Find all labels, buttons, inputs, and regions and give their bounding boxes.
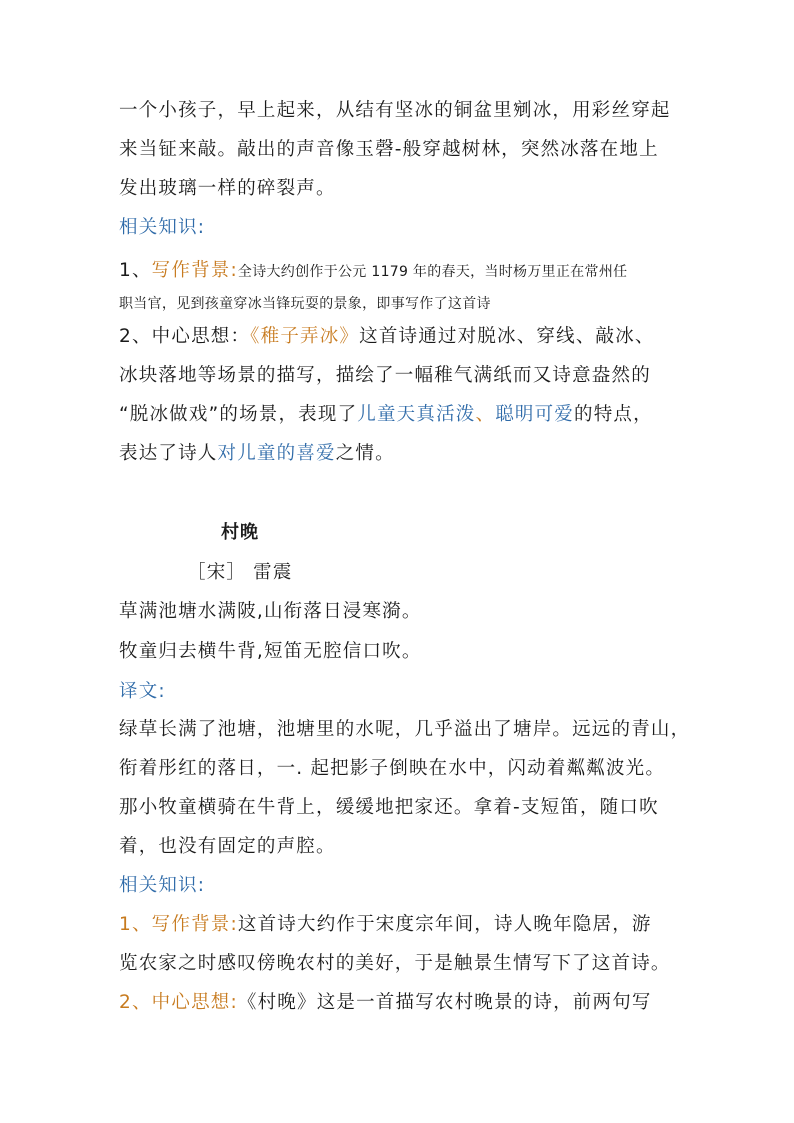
poem2-background-line-1 [119, 910, 652, 936]
poem2-translation-heading: 译文: [119, 681, 166, 702]
poem1-translation-line-2: 来当钲来敲。敲出的声音像玉磬-般穿越树林，突然冰落在地上 [119, 139, 659, 160]
poem2-translation-line-1: 绿草长满了池塘，池塘里的水呢，几乎溢出了塘岸。远远的青山， [119, 719, 691, 740]
poem2-title: 村晚 [221, 522, 259, 543]
poem1-theme-line-3 [119, 400, 653, 426]
poem2-translation-line-4: 着，也没有固定的声腔。 [119, 836, 336, 857]
poem1-translation-line-1: 一个小孩子，早上起来，从结有坚冰的铜盆里剜冰，用彩丝穿起 [119, 100, 671, 121]
poem2-background-label: 1、写作背景: [119, 914, 238, 935]
poem1-theme-line-2: 冰块落地等场景的描写，描绘了一幅稚气满纸而又诗意盎然的 [119, 365, 651, 386]
poem1-theme-highlight-2: 聪明可爱 [495, 404, 574, 425]
poem2-verse-line-1: 草满池塘水满陂,山衔落日浸寒漪。 [119, 601, 422, 622]
poem2-theme-line-1 [119, 988, 652, 1014]
poem1-background-text-1: 全诗大约创作于公元 1179 年的春天，当时杨万里正在常州任 [237, 264, 628, 280]
poem2-translation-line-2: 衔着彤红的落日，一. 起把影子倒映在水中，闪动着粼粼波光。 [119, 758, 666, 779]
poem1-theme-text-1: 这首诗通过对脱冰、穿线、敲冰、 [359, 326, 655, 347]
poem1-theme-poem-title: 《稚子弄冰》 [250, 326, 360, 347]
poem1-background-line-1 [119, 256, 627, 282]
poem1-theme-line-1 [119, 322, 655, 348]
poem2-theme-label: 2、中心思想: [119, 992, 238, 1013]
poem1-theme-text-4a: 表达了诗人 [119, 443, 218, 464]
poem1-knowledge-heading: 相关知识: [119, 217, 206, 238]
poem1-background-label: 写作背景: [151, 260, 238, 281]
poem1-theme-highlight-3: 对儿童的喜爱 [217, 443, 336, 464]
poem1-translation-line-3: 发出玻璃一样的碎裂声。 [119, 178, 336, 199]
poem1-theme-text-3a: “脱冰做戏”的场景，表现了 [119, 404, 358, 425]
poem1-theme-separator: 、 [475, 404, 496, 425]
poem1-background-line-2: 职当官，见到孩童穿冰当锋玩耍的景象，即事写作了这首诗 [119, 296, 491, 312]
poem1-theme-text-3b: 的特点， [574, 404, 653, 425]
poem2-background-line-2: 览农家之时感叹傍晚农村的美好，于是触景生情写下了这首诗。 [119, 953, 671, 974]
poem1-theme-highlight-1: 儿童天真活泼 [357, 404, 476, 425]
poem1-theme-prefix: 2、中心思想： [119, 326, 251, 347]
poem1-theme-text-4b: 之情。 [335, 443, 395, 464]
poem1-background-prefix: 1、 [119, 260, 152, 281]
poem2-background-text-1: 这首诗大约作于宋度宗年间，诗人晚年隐居，游 [237, 914, 652, 935]
poem2-theme-text-1: 《村晚》这是一首描写农村晚景的诗，前两句写 [237, 992, 652, 1013]
poem1-theme-line-4 [119, 439, 395, 465]
poem2-translation-line-3: 那小牧童横骑在牛背上，缓缓地把家还。拿着-支短笛，随口吹 [119, 797, 659, 818]
poem2-knowledge-heading: 相关知识: [119, 875, 206, 896]
poem2-verse-line-2: 牧童归去横牛背,短笛无腔信口吹。 [119, 641, 422, 662]
poem2-author: ［宋］ 雷震 [187, 562, 293, 583]
